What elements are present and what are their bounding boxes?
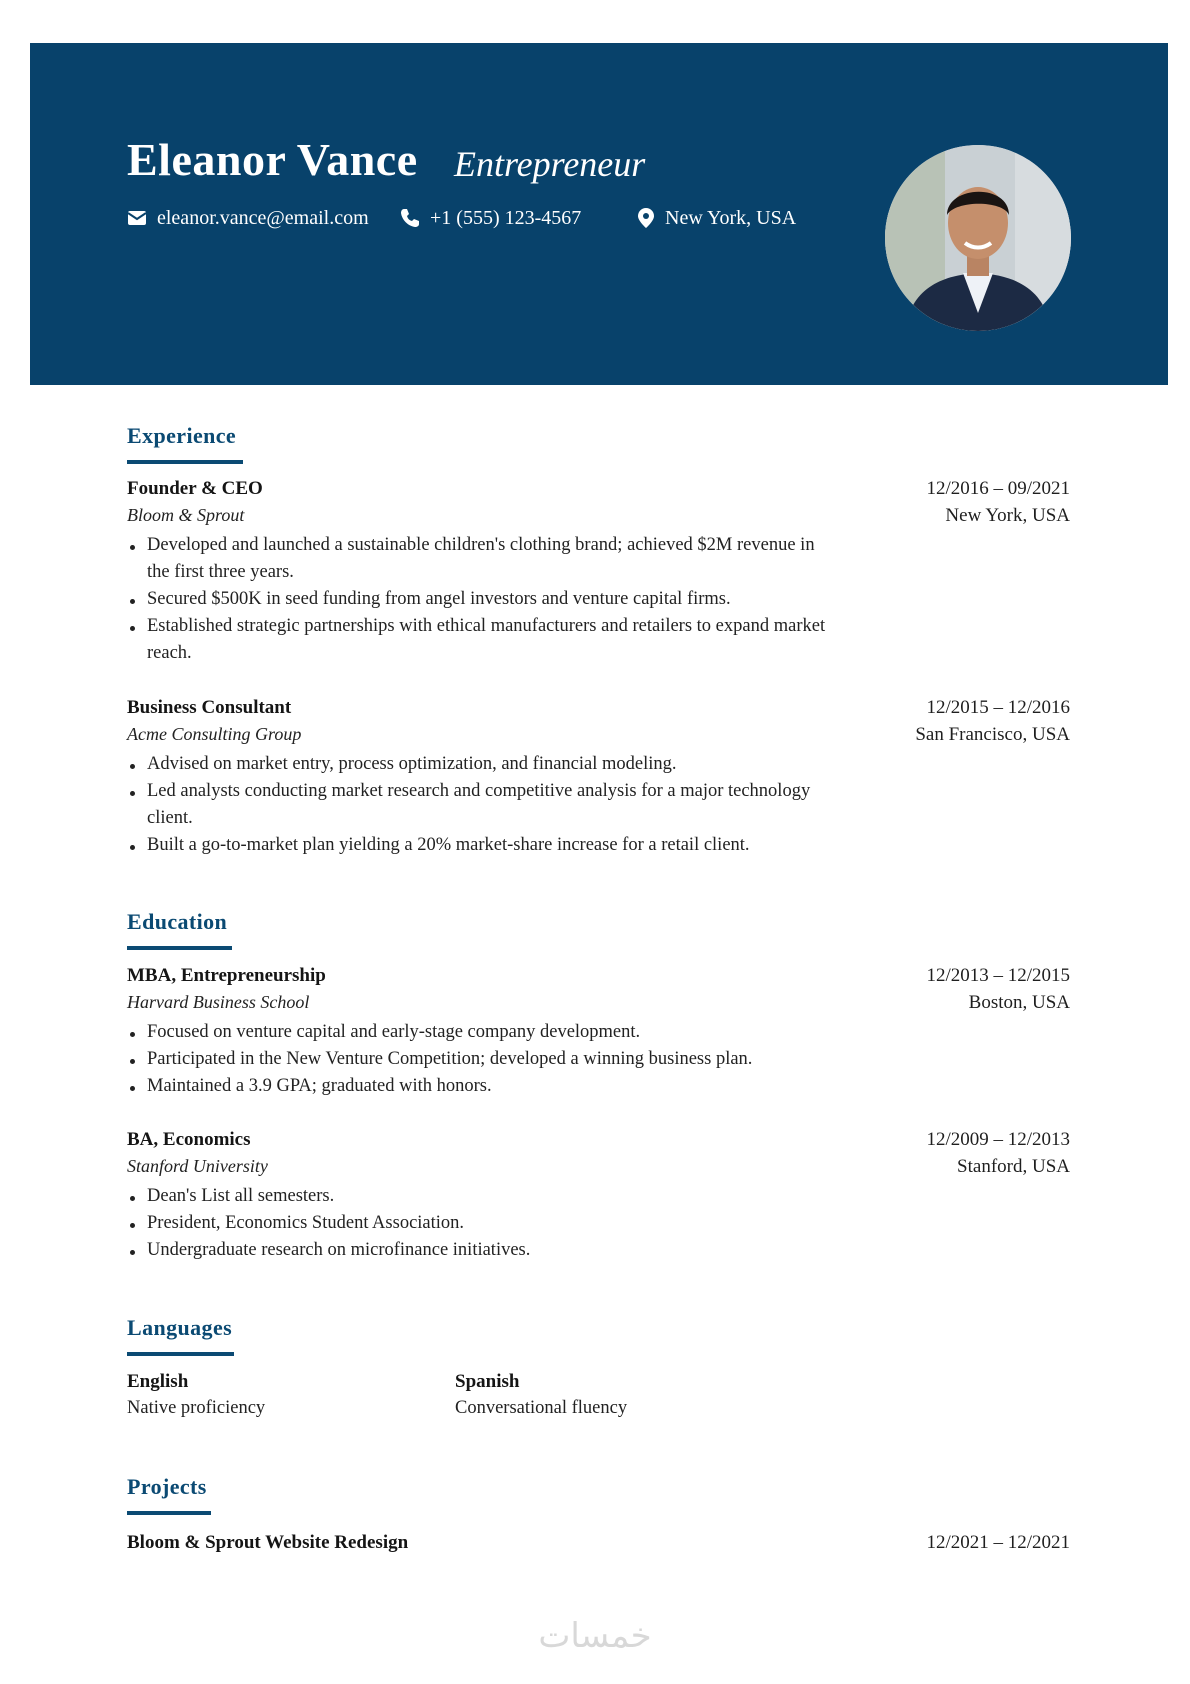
entry-bullets: [127, 751, 827, 859]
bullet-item: Focused on venture capital and early-stage company development.: [127, 1019, 887, 1046]
header-band: [30, 43, 1168, 385]
section-rule: [127, 460, 243, 464]
bullet-item: Led analysts conducting market research and competitive analysis for a major technology client.: [127, 778, 827, 832]
entry-bullets: [127, 1183, 827, 1264]
bullet-item: Dean's List all semesters.: [127, 1183, 827, 1210]
section-title-experience: Experience: [127, 423, 237, 448]
entry-bullets: [127, 1019, 887, 1100]
entry-title: MBA, Entrepreneurship: [127, 965, 326, 986]
bullet-item: Maintained a 3.9 GPA; graduated with honors.: [127, 1073, 887, 1100]
section-rule: [127, 946, 232, 950]
contact-location: [637, 203, 796, 233]
entry-dates: 12/2013 – 12/2015: [926, 965, 1070, 986]
entry-location: New York, USA: [945, 505, 1070, 526]
entry-bullets: [127, 532, 827, 667]
entry-organization: Stanford University: [127, 1156, 268, 1176]
bullet-item: Developed and launched a sustainable children's clothing brand; achieved $2M revenue in the first three years.: [127, 532, 827, 586]
language-level: Conversational fluency: [455, 1398, 628, 1418]
bullet-item: Undergraduate research on microfinance initiatives.: [127, 1237, 827, 1264]
entry-organization: Harvard Business School: [127, 992, 310, 1012]
bullet-item: President, Economics Student Association.: [127, 1210, 827, 1237]
contact-email[interactable]: [127, 203, 369, 233]
entry-location: Boston, USA: [968, 992, 1070, 1013]
entry-dates: 12/2021 – 12/2021: [926, 1532, 1070, 1553]
entry-title: Founder & CEO: [127, 478, 263, 499]
entry-location: San Francisco, USA: [915, 724, 1070, 745]
email-text: eleanor.vance@email.com: [157, 206, 369, 229]
section-title-languages: Languages: [127, 1315, 233, 1340]
candidate-name: Eleanor Vance: [127, 134, 418, 185]
contact-phone[interactable]: [400, 203, 581, 233]
phone-icon: [400, 208, 420, 228]
bullet-item: Advised on market entry, process optimization, and financial modeling.: [127, 751, 827, 778]
language-name: English: [127, 1371, 189, 1392]
language-name: Spanish: [455, 1371, 520, 1392]
section-rule: [127, 1511, 211, 1515]
profile-photo: [885, 145, 1071, 331]
entry-dates: 12/2009 – 12/2013: [926, 1129, 1070, 1150]
envelope-icon: [127, 210, 147, 226]
entry-dates: 12/2015 – 12/2016: [926, 697, 1070, 718]
section-title-projects: Projects: [127, 1474, 207, 1499]
entry-dates: 12/2016 – 09/2021: [926, 478, 1070, 499]
entry-title: Bloom & Sprout Website Redesign: [127, 1532, 409, 1553]
bullet-item: Participated in the New Venture Competition; developed a winning business plan.: [127, 1046, 887, 1073]
bullet-item: Secured $500K in seed funding from angel investors and venture capital firms.: [127, 586, 827, 613]
entry-title: BA, Economics: [127, 1129, 251, 1150]
watermark-text: خمسات: [538, 1616, 652, 1656]
language-level: Native proficiency: [127, 1398, 266, 1418]
map-pin-icon: [637, 207, 655, 229]
entry-organization: Bloom & Sprout: [127, 505, 245, 525]
bullet-item: Built a go-to-market plan yielding a 20% market-share increase for a retail client.: [127, 832, 827, 859]
section-title-education: Education: [127, 909, 228, 934]
candidate-headline: Entrepreneur: [454, 144, 646, 184]
entry-title: Business Consultant: [127, 697, 292, 718]
phone-text: +1 (555) 123-4567: [430, 206, 582, 229]
entry-location: Stanford, USA: [957, 1156, 1070, 1177]
section-rule: [127, 1352, 234, 1356]
bullet-item: Established strategic partnerships with ethical manufacturers and retailers to expand market reach.: [127, 613, 827, 667]
entry-organization: Acme Consulting Group: [127, 724, 302, 744]
location-text: New York, USA: [665, 206, 797, 229]
